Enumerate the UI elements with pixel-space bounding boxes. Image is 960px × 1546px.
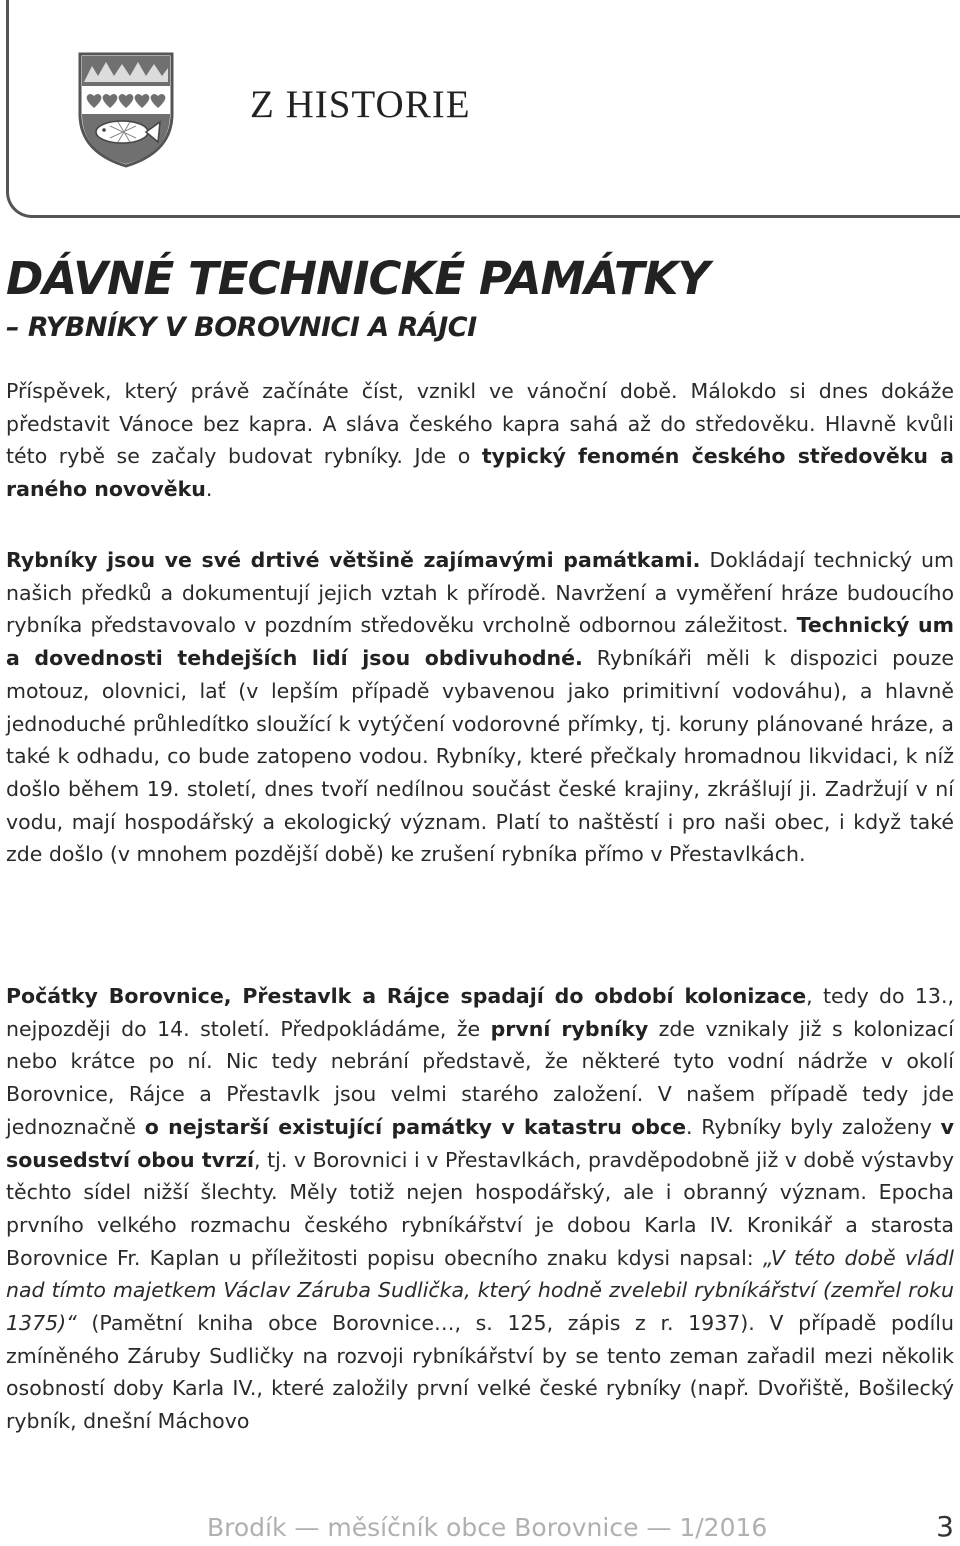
coat-of-arms-icon — [78, 52, 174, 168]
bold-text-run: Počátky Borovnice, Přestavlk a Rájce spadají do období kolonizace — [6, 984, 807, 1008]
text-run: . Rybníky byly založeny — [686, 1114, 941, 1139]
text-run: zde vznikaly již s kolonizací nebo krátce po ní. Nic tedy nebrání představě, že některé tyto vodní nádrže v okolí Borovnice, Rájce a Přestavlk jsou velmi starého založení. V našem případě tedy jde jednoznačně — [6, 1016, 955, 1139]
text-run: , tedy do 13., nejpozději do 14. století. Předpokládáme, že — [6, 984, 954, 1041]
bold-text-run: typický fenomén českého středověku a raného novověku — [6, 444, 954, 502]
text-run: Dokládají technický um našich předků a dokumentují jejich vztah k přírodě. Navržení a vyměření hráze budoucího rybníka představovalo v pozdním středověku vrcholně odbornou záležitost. — [6, 548, 954, 638]
text-run: . — [205, 477, 213, 502]
article-title: DÁVNÉ TECHNICKÉ PAMÁTKY — [6, 252, 709, 305]
section-title: Z HISTORIE — [250, 83, 471, 126]
text-run: Rybníkáři měli k dispozici pouze motouz, olovnici, lať (v lepším případě vybavenou jako primitivní vodováhu), a hlavně jednoduché průhledítko sloužící k vytýčení vodorovné přímky, tj. koruny plánované hráze, a také k odhadu, co bude zatopeno vodou. Rybníky, které přečkaly hromadnou likvidaci, k níž došlo během 19. století, dnes tvoří nedílnou součást české krajiny, zkrášlují ji. Zadržují v ní vodu, mají hospodářský a ekologický význam. Platí to naštěstí i pro naši obec, i když také zde došlo (v mnohem pozdější době) ke zrušení rybníka přímo v Přestavlkách. — [6, 646, 954, 867]
bold-text-run: v sousedství obou tvrzí — [6, 1114, 954, 1172]
paragraph — [6, 544, 954, 871]
bold-text-run: první rybníky — [490, 1016, 649, 1041]
bold-text-run: Technický um a dovednosti tehdejších lidí jsou obdivuhodné. — [6, 613, 955, 671]
article-subtitle: – RYBNÍKY V BOROVNICI A RÁJCI — [6, 312, 477, 343]
text-run: Příspěvek, který právě začínáte číst, vznikl ve vánoční době. Málokdo si dnes dokáže představit Vánoce bez kapra. A sláva českého kapra sahá až do středověku. Hlavně kvůli této rybě se začaly budovat rybníky. Jde o — [6, 379, 954, 469]
text-run: (Pamětní kniha obce Borovnice…, s. 125, zápis z r. 1937). V případě podílu zmíněného Záruby Sudličky na rozvoji rybníkářství by se tento zeman zařadil mezi několik osobností doby Karla IV., které založily první velké české rybníky (např. Dvořiště, Bošilecký rybník, dnešní Máchovo — [6, 1311, 954, 1434]
text-run: , tj. v Borovnici i v Přestavlkách, pravděpodobně již v době výstavby těchto sídel nižší šlechty. Měly totiž nejen hospodářský, ale i obranný význam. Epocha prvního velkého rozmachu českého rybníkářství je dobou Karla IV. Kronikář a starosta Borovnice Fr. Kaplan u příležitosti popisu obecního znaku kdysi napsal: — [6, 1147, 954, 1270]
italic-text-run: „V této době vládl nad tímto majetkem Václav Záruba Sudlička, který hodně zvelebil rybníkářství (zemřel roku 1375)“ — [6, 1245, 955, 1336]
paragraph — [6, 375, 954, 506]
page-number: 3 — [936, 1510, 954, 1543]
footer-text: Brodík — měsíčník obce Borovnice — 1/2016 — [207, 1513, 768, 1542]
paragraph — [6, 980, 954, 1438]
bold-text-run: Rybníky jsou ve své drtivé většině zajímavými památkami. — [6, 548, 701, 572]
bold-text-run: o nejstarší existující památky v katastru obce — [144, 1114, 686, 1139]
